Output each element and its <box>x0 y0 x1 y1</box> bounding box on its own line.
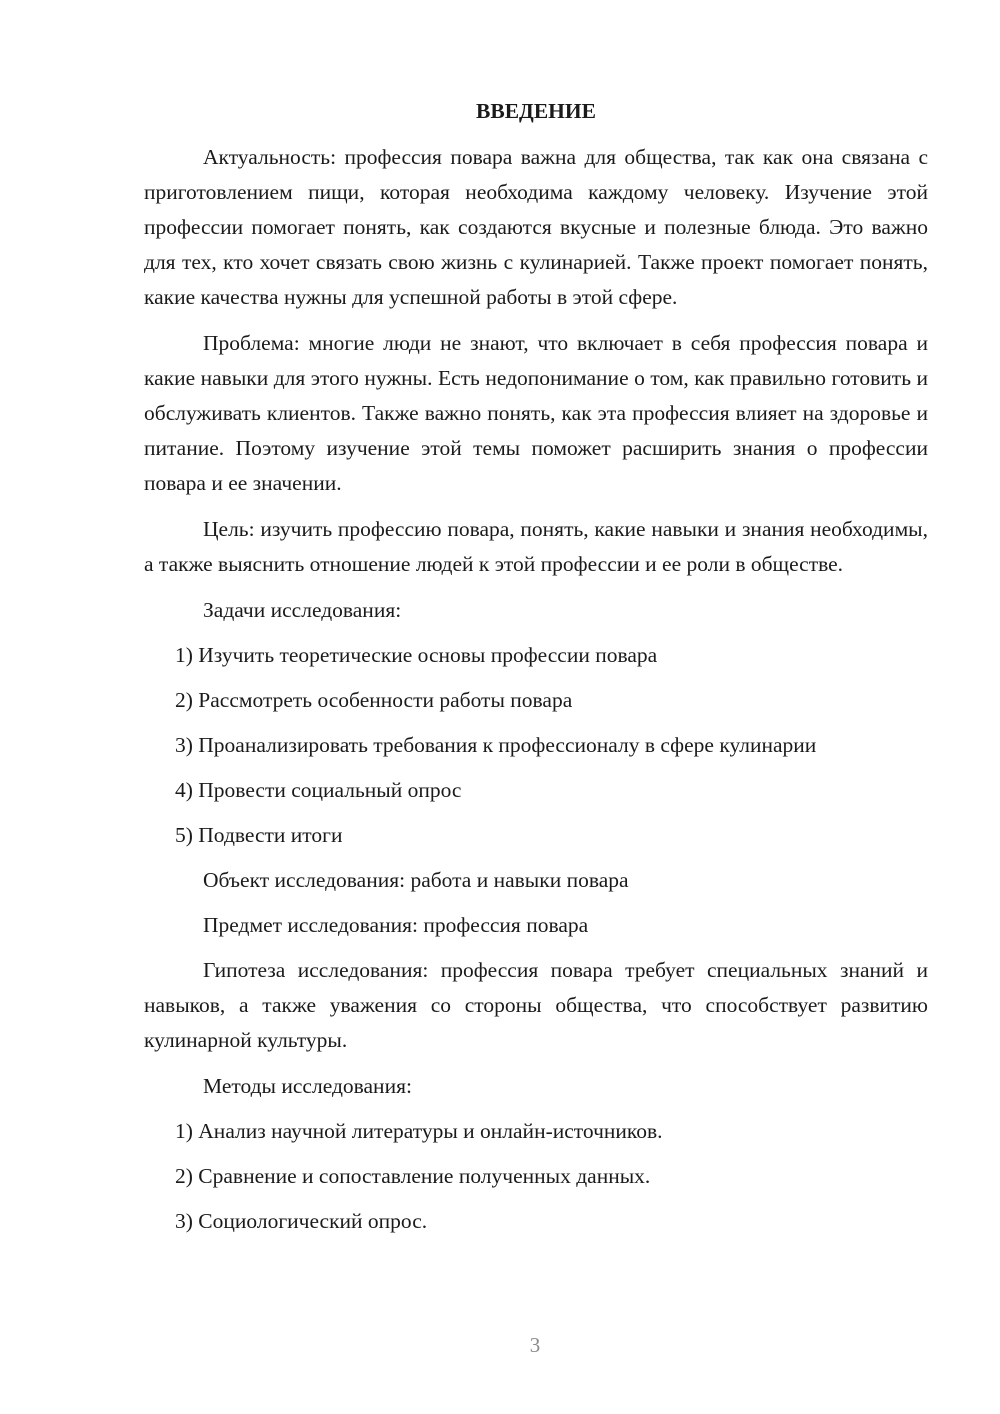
relevance-paragraph: Актуальность: профессия повара важна для общества, так как она связана с приготовлением пищи, которая необходима каждому человеку. Изучение этой профессии помогает понять, как создаются вкусные и полезные блюда. Это важно для тех, кто хочет связать свою жизнь с кулинарией. Также проект помогает понять, какие качества нужны для успешной работы в этой сфере. <box>144 145 928 309</box>
section-title: ВВЕДЕНИЕ <box>476 99 596 123</box>
research-object: Объект исследования: работа и навыки повара <box>203 868 629 892</box>
page-content <box>144 94 928 1249</box>
problem-paragraph: Проблема: многие люди не знают, что включает в себя профессия повара и какие навыки для этого нужны. Есть недопонимание о том, как правильно готовить и обслуживать клиентов. Также важно понять, как эта профессия влияет на здоровье и питание. Поэтому изучение этой темы поможет расширить знания о профессии повара и ее значении. <box>144 331 928 495</box>
methods-heading: Методы исследования: <box>203 1074 412 1098</box>
method-item: 3) Социологический опрос. <box>175 1209 428 1233</box>
hypothesis-paragraph: Гипотеза исследования: профессия повара требует специальных знаний и навыков, а также уважения со стороны общества, что способствует развитию кулинарной культуры. <box>144 958 928 1052</box>
task-item: 5) Подвести итоги <box>175 823 343 847</box>
page-number: 3 <box>529 1333 541 1357</box>
methods-list <box>144 1114 928 1239</box>
tasks-list <box>144 638 928 853</box>
research-subject: Предмет исследования: профессия повара <box>203 913 589 937</box>
task-item: 3) Проанализировать требования к профессионалу в сфере кулинарии <box>175 733 817 757</box>
task-item: 4) Провести социальный опрос <box>175 778 462 802</box>
tasks-heading: Задачи исследования: <box>203 598 402 622</box>
task-item: 2) Рассмотреть особенности работы повара <box>175 688 573 712</box>
task-item: 1) Изучить теоретические основы профессии повара <box>175 643 658 667</box>
method-item: 1) Анализ научной литературы и онлайн-источников. <box>175 1119 663 1143</box>
goal-paragraph: Цель: изучить профессию повара, понять, какие навыки и знания необходимы, а также выяснить отношение людей к этой профессии и ее роли в обществе. <box>144 517 928 576</box>
method-item: 2) Сравнение и сопоставление полученных данных. <box>175 1164 651 1188</box>
